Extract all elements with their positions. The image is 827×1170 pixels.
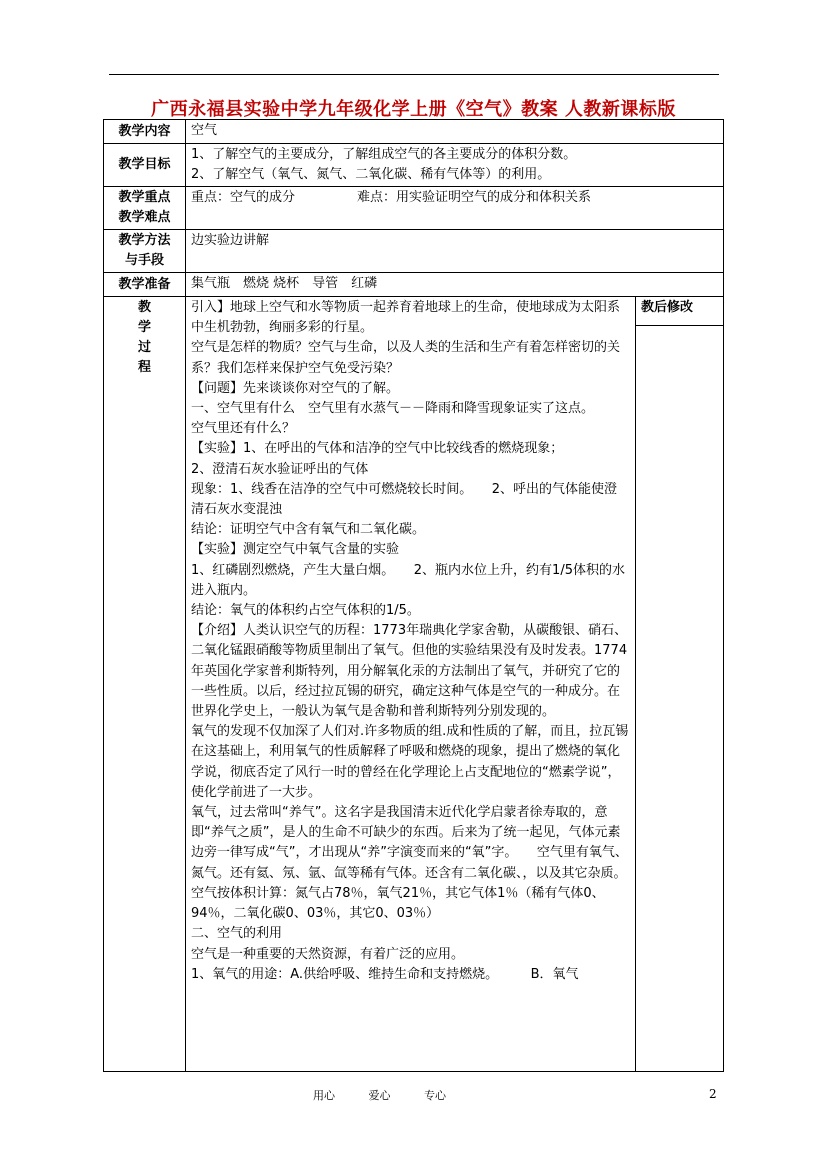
key-point: 重点：空气的成分 bbox=[191, 190, 296, 205]
value-content: 空气 bbox=[186, 120, 724, 144]
difficult-point: 难点：用实验证明空气的成分和体积关系 bbox=[357, 190, 592, 205]
row-focus bbox=[104, 187, 724, 230]
label-focus-1: 教学重点 bbox=[118, 190, 171, 205]
process-text bbox=[186, 297, 636, 1072]
process-paragraph: 【问题】先来谈谈你对空气的了解。 bbox=[191, 380, 400, 396]
row-prep bbox=[104, 273, 724, 297]
process-paragraph: 2、澄清石灰水验证呼出的气体 bbox=[191, 461, 369, 477]
row-process-head bbox=[104, 297, 724, 326]
process-paragraph: 【介绍】人类认识空气的历程：1773年瑞典化学家舍勒，从碳酸银、硝石、二氧化锰跟硝酸等物质里制出了氧气。但他的实验结果没有及时发表。1774年英国化学家普利斯特列，用分解氧化汞的方法制出了氧气，并研究了它的一些性质。以后，经过拉瓦锡的研究，确定这种气体是空气的一种成分。在世界化学史上，一般认为氧气是舍勒和普利斯特列分别发现的。 bbox=[191, 623, 628, 720]
after-revision-notes bbox=[636, 326, 724, 1072]
label-after-revision: 教后修改 bbox=[636, 297, 724, 326]
process-paragraph: 一、空气里有什么 空气里有水蒸气－－降雨和降雪现象证实了这点。 bbox=[191, 401, 595, 417]
process-paragraph: 1、红磷剧烈燃烧，产生大量白烟。 2、瓶内水位上升，约有1/5体积的水进入瓶内。 bbox=[191, 562, 625, 598]
process-paragraph: 结论：氧气的体积约占空气体积的1/5。 bbox=[191, 603, 420, 619]
document-title: 广西永福县实验中学九年级化学上册《空气》教案 人教新课标版 bbox=[151, 99, 676, 120]
label-method bbox=[104, 230, 186, 273]
label-content: 教学内容 bbox=[104, 120, 186, 144]
value-goal bbox=[186, 144, 724, 187]
label-method-1: 教学方法 bbox=[118, 233, 171, 248]
footer-word-1: 用心 bbox=[313, 1089, 335, 1102]
page-number: 2 bbox=[709, 1087, 717, 1101]
value-method: 边实验边讲解 bbox=[186, 230, 724, 273]
process-paragraph: 引入】地球上空气和水等物质一起养育着地球上的生命，使地球成为太阳系中生机勃勃，绚丽多彩的行星。 bbox=[191, 300, 621, 336]
goal-line-2: 2、了解空气（氧气、氮气、二氧化碳、稀有气体等）的利用。 bbox=[191, 167, 551, 182]
process-paragraph: 结论：证明空气中含有氧气和二氧化碳。 bbox=[191, 522, 426, 538]
process-paragraph: 空气是一种重要的天然资源，有着广泛的应用。 bbox=[191, 946, 465, 962]
label-process-2: 学 bbox=[137, 320, 151, 335]
row-method bbox=[104, 230, 724, 273]
footer-word-2: 爱心 bbox=[368, 1089, 391, 1102]
footer-word-3: 专心 bbox=[424, 1089, 446, 1102]
process-paragraph: 空气按体积计算：氮气占78％，氧气21％，其它气体1％（稀有气体0、94％，二氧化碳0、03％，其它0、03％） bbox=[191, 885, 605, 922]
label-process-4: 程 bbox=[137, 360, 151, 375]
label-process-3: 过 bbox=[137, 340, 151, 355]
process-paragraph: 【实验】测定空气中氧气含量的实验 bbox=[191, 542, 400, 558]
label-method-2: 与手段 bbox=[124, 253, 164, 268]
row-goal bbox=[104, 144, 724, 187]
process-paragraph: 空气是怎样的物质？空气与生命，以及人类的生活和生产有着怎样密切的关系？我们怎样来保护空气免受污染？ bbox=[191, 340, 621, 376]
label-focus-2: 教学难点 bbox=[118, 210, 171, 225]
value-focus bbox=[186, 187, 724, 230]
label-process-1: 教 bbox=[137, 300, 151, 315]
footer-slogan bbox=[313, 1087, 476, 1103]
lesson-plan-table bbox=[103, 119, 724, 1072]
label-process bbox=[104, 297, 186, 1072]
process-paragraph: 现象：1、线香在洁净的空气中可燃烧较长时间。 2、呼出的气体能使澄清石灰水变混浊 bbox=[191, 481, 618, 518]
header-rule bbox=[109, 74, 719, 75]
goal-line-1: 1、了解空气的主要成分，了解组成空气的各主要成分的体积分数。 bbox=[191, 147, 577, 162]
label-focus bbox=[104, 187, 186, 230]
row-content bbox=[104, 120, 724, 144]
process-paragraph: 氧气，过去常叫“养气”。这名字是我国清末近代化学启蒙者徐寿取的，意即“养气之质”，是人的生命不可缺少的东西。后来为了统一起见，气体元素边旁一律写成“气”，才出现从“养”字演变而来的“氧”字。 空气里有氧气、氮气。还有氦、氖、氩、氙等稀有气体。还含有二氧化碳、，以及其它杂质。 bbox=[191, 805, 628, 881]
process-paragraph: 氧气的发现不仅加深了人们对.许多物质的组.成和性质的了解，而且，拉瓦锡在这基础上，利用氧气的性质解释了呼吸和燃烧的现象，提出了燃烧的氧化学说，彻底否定了风行一时的曾经在化学理论上占支配地位的“燃素学说”，使化学前进了一大步。 bbox=[191, 724, 629, 800]
label-prep: 教学准备 bbox=[104, 273, 186, 297]
value-prep: 集气瓶 燃烧 烧杯 导管 红磷 bbox=[186, 273, 724, 297]
label-goal: 教学目标 bbox=[104, 144, 186, 187]
process-paragraph: 空气里还有什么？ bbox=[191, 421, 296, 437]
process-paragraph: 【实验】1、在呼出的气体和洁净的空气中比较线香的燃烧现象； bbox=[191, 441, 564, 457]
process-paragraph: 1、氧气的用途：A.供给呼吸、维持生命和支持燃烧。 B．氧气 bbox=[191, 966, 579, 982]
process-paragraph: 二、空气的利用 bbox=[191, 926, 283, 942]
